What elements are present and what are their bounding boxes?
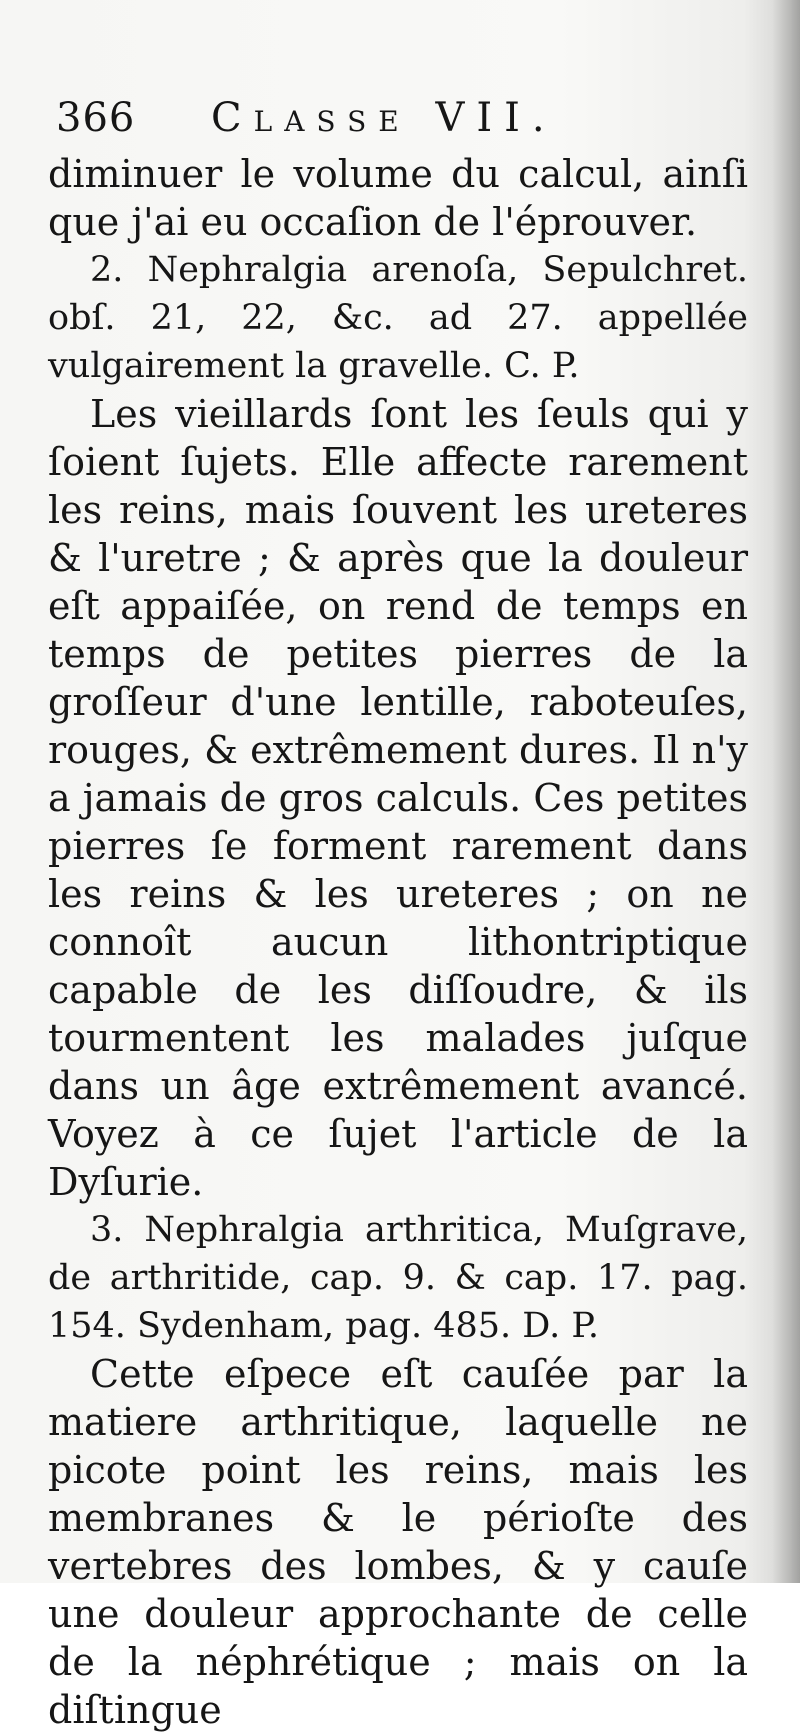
- paragraph-species-2: 2. Nephralgia arenoſa, Sepulchret. obſ. 21, 22, &c. ad 27. appellée vulgairement la gravelle. C. P.: [48, 250, 748, 386]
- body-text: [48, 150, 748, 1734]
- spine-shadow: [772, 0, 800, 1583]
- paragraph-continuation: diminuer le volume du calcul, ainſi que j'ai eu occaſion de l'éprouver.: [48, 152, 748, 244]
- page-number: 366: [56, 95, 136, 141]
- paragraph-description-3: Cette eſpece eſt cauſée par la matiere arthritique, laquelle ne picote point les reins, mais les membranes & le périoſte des vertebres des lombes, & y cauſe une douleur approchante de celle de la néphrétique ; mais on la diſtingue: [48, 1352, 748, 1732]
- running-head: Classe VII.: [211, 95, 557, 141]
- paragraph-description-2: Les vieillards ſont les ſeuls qui y ſoient ſujets. Elle affecte rarement les reins, mais ſouvent les ureteres & l'uretre ; & après que la douleur eſt appaiſée, on rend de temps en temps de petites pierres de la groſſeur d'une lentille, raboteuſes, rouges, & extrêmement dures. Il n'y a jamais de gros calculs. Ces petites pierres ſe forment rarement dans les reins & les ureteres ; on ne connoît aucun lithontriptique capable de les diſſoudre, & ils tourmentent les malades juſque dans un âge extrêmement avancé. Voyez à ce ſujet l'article de la Dyſurie.: [48, 392, 748, 1204]
- page-header: [56, 88, 752, 148]
- paragraph-species-3: 3. Nephralgia arthritica, Muſgrave, de arthritide, cap. 9. & cap. 17. pag. 154. Sydenham, pag. 485. D. P.: [48, 1210, 748, 1346]
